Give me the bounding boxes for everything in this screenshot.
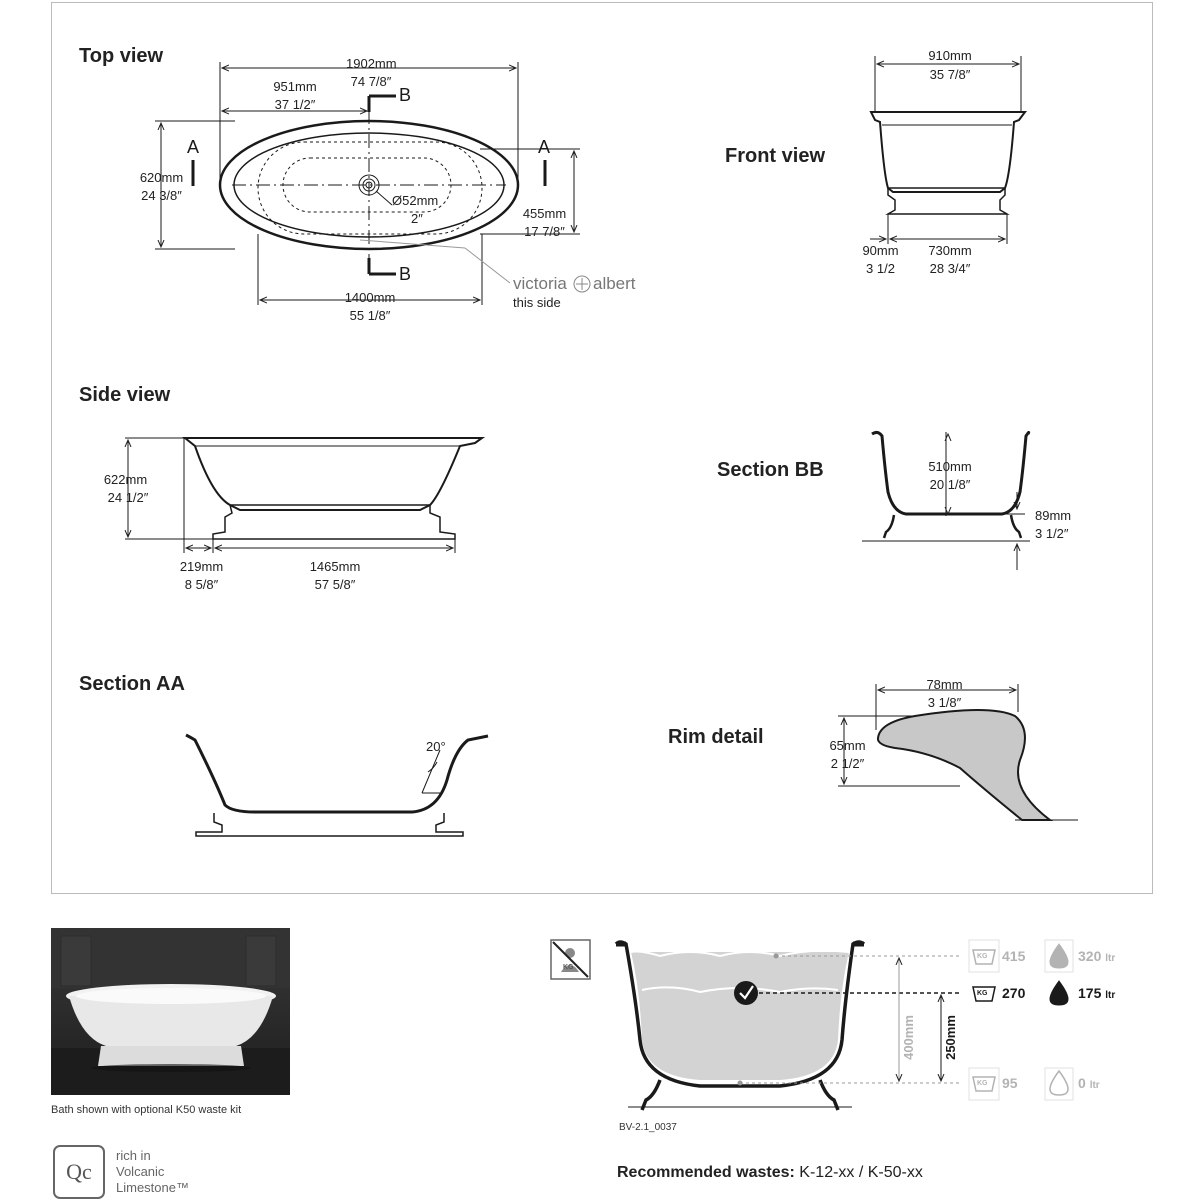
product-photo	[51, 928, 290, 1095]
rim-detail-title: Rim detail	[668, 726, 764, 748]
recommended-wastes	[617, 1164, 923, 1182]
qc-line-2: Volcanic	[116, 1164, 165, 1179]
full-volume-unit: ltr	[1105, 953, 1116, 964]
dim-half-length-mm: 951mm	[273, 79, 317, 94]
no-person-kg-icon-label: KG	[563, 964, 574, 971]
kg-icon-empty: KG	[977, 1080, 988, 1087]
side-base-in: 57 5/8″	[314, 577, 356, 592]
top-view-drawing	[155, 62, 580, 305]
section-b-bottom-label: B	[399, 264, 412, 284]
side-view-drawing	[125, 438, 482, 553]
section-aa-title: Section AA	[79, 673, 185, 695]
dim-waste-dia-in: 2″	[411, 211, 423, 226]
front-view-title: Front view	[725, 145, 826, 167]
section-a-left-label: A	[187, 137, 200, 157]
section-b-top-label: B	[399, 85, 412, 105]
qc-line-3: Limestone™	[116, 1180, 189, 1195]
dim-base-length-in: 55 1/8″	[349, 308, 391, 323]
dim-width-in: 24 3/8″	[141, 188, 182, 203]
aa-angle: 20°	[426, 739, 446, 754]
bb-foot-in: 3 1/2″	[1035, 526, 1069, 541]
side-offset-in: 8 5/8″	[184, 577, 219, 592]
bb-foot-mm: 89mm	[1035, 508, 1072, 523]
empty-weight: 95	[1002, 1075, 1018, 1091]
wastes-label: Recommended wastes:	[617, 1164, 795, 1181]
kg-icon-recommended: KG	[977, 990, 988, 997]
section-bb-drawing	[862, 432, 1030, 570]
recommended-volume-value: 175	[1078, 985, 1102, 1001]
dim-inner-width-in: 17 7/8″	[524, 224, 565, 239]
empty-volume-unit: ltr	[1089, 1080, 1100, 1091]
qc-description	[116, 1148, 189, 1196]
photo-caption: Bath shown with optional K50 waste kit	[51, 1104, 242, 1116]
rim-height-in: 2 1/2″	[830, 756, 865, 771]
bb-depth-in: 20 1/8″	[929, 477, 971, 492]
side-view-title: Side view	[79, 384, 171, 406]
kg-icon-full: KG	[977, 953, 988, 960]
bathtub-photo-image	[51, 928, 290, 1095]
overflow-height: 400mm	[900, 1015, 916, 1060]
front-base-mm: 730mm	[928, 243, 972, 258]
top-view-title: Top view	[79, 45, 164, 67]
wastes-value: K-12-xx / K-50-xx	[799, 1164, 923, 1181]
rim-width-mm: 78mm	[926, 677, 963, 692]
dim-overall-length-mm: 1902mm	[346, 56, 397, 71]
brand-albert: albert	[593, 274, 636, 293]
qc-line-1: rich in	[116, 1148, 151, 1163]
empty-volume	[1078, 1075, 1100, 1091]
rim-height-mm: 65mm	[829, 738, 866, 753]
front-base-in: 28 3/4″	[929, 261, 971, 276]
side-height-in: 24 1/2″	[107, 490, 149, 505]
recommended-weight: 270	[1002, 985, 1026, 1001]
brand-victoria: victoria	[513, 274, 567, 293]
side-offset-mm: 219mm	[179, 559, 224, 574]
dim-width-mm: 620mm	[139, 170, 184, 185]
full-weight: 415	[1002, 948, 1026, 964]
front-view-drawing	[870, 56, 1025, 244]
side-height-mm: 622mm	[103, 472, 148, 487]
fill-height: 250mm	[942, 1015, 958, 1060]
front-plinth-in: 3 1/2	[866, 261, 895, 276]
side-base-mm: 1465mm	[309, 559, 361, 574]
section-bb-title: Section BB	[717, 459, 824, 481]
front-plinth-mm: 90mm	[862, 243, 899, 258]
section-a-right-label: A	[538, 137, 551, 157]
dim-half-length-in: 37 1/2″	[274, 97, 316, 112]
empty-volume-value: 0	[1078, 1075, 1086, 1091]
qc-badge: Qc	[53, 1145, 105, 1199]
full-volume	[1078, 948, 1115, 964]
recommended-volume-unit: ltr	[1105, 990, 1116, 1001]
dim-base-length-mm: 1400mm	[344, 290, 396, 305]
rim-width-in: 3 1/8″	[927, 695, 962, 710]
full-volume-value: 320	[1078, 948, 1102, 964]
recommended-volume	[1078, 985, 1115, 1001]
front-width-in: 35 7/8″	[929, 67, 971, 82]
dim-overall-length-in: 74 7/8″	[350, 74, 392, 89]
capacity-icons	[969, 940, 1073, 1100]
dim-waste-dia-mm: Ø52mm	[392, 193, 439, 208]
bb-depth-mm: 510mm	[928, 459, 972, 474]
brand-note: this side	[513, 295, 561, 310]
front-width-mm: 910mm	[928, 48, 972, 63]
dim-inner-width-mm: 455mm	[522, 206, 567, 221]
drawing-code: BV-2.1_0037	[619, 1122, 677, 1133]
